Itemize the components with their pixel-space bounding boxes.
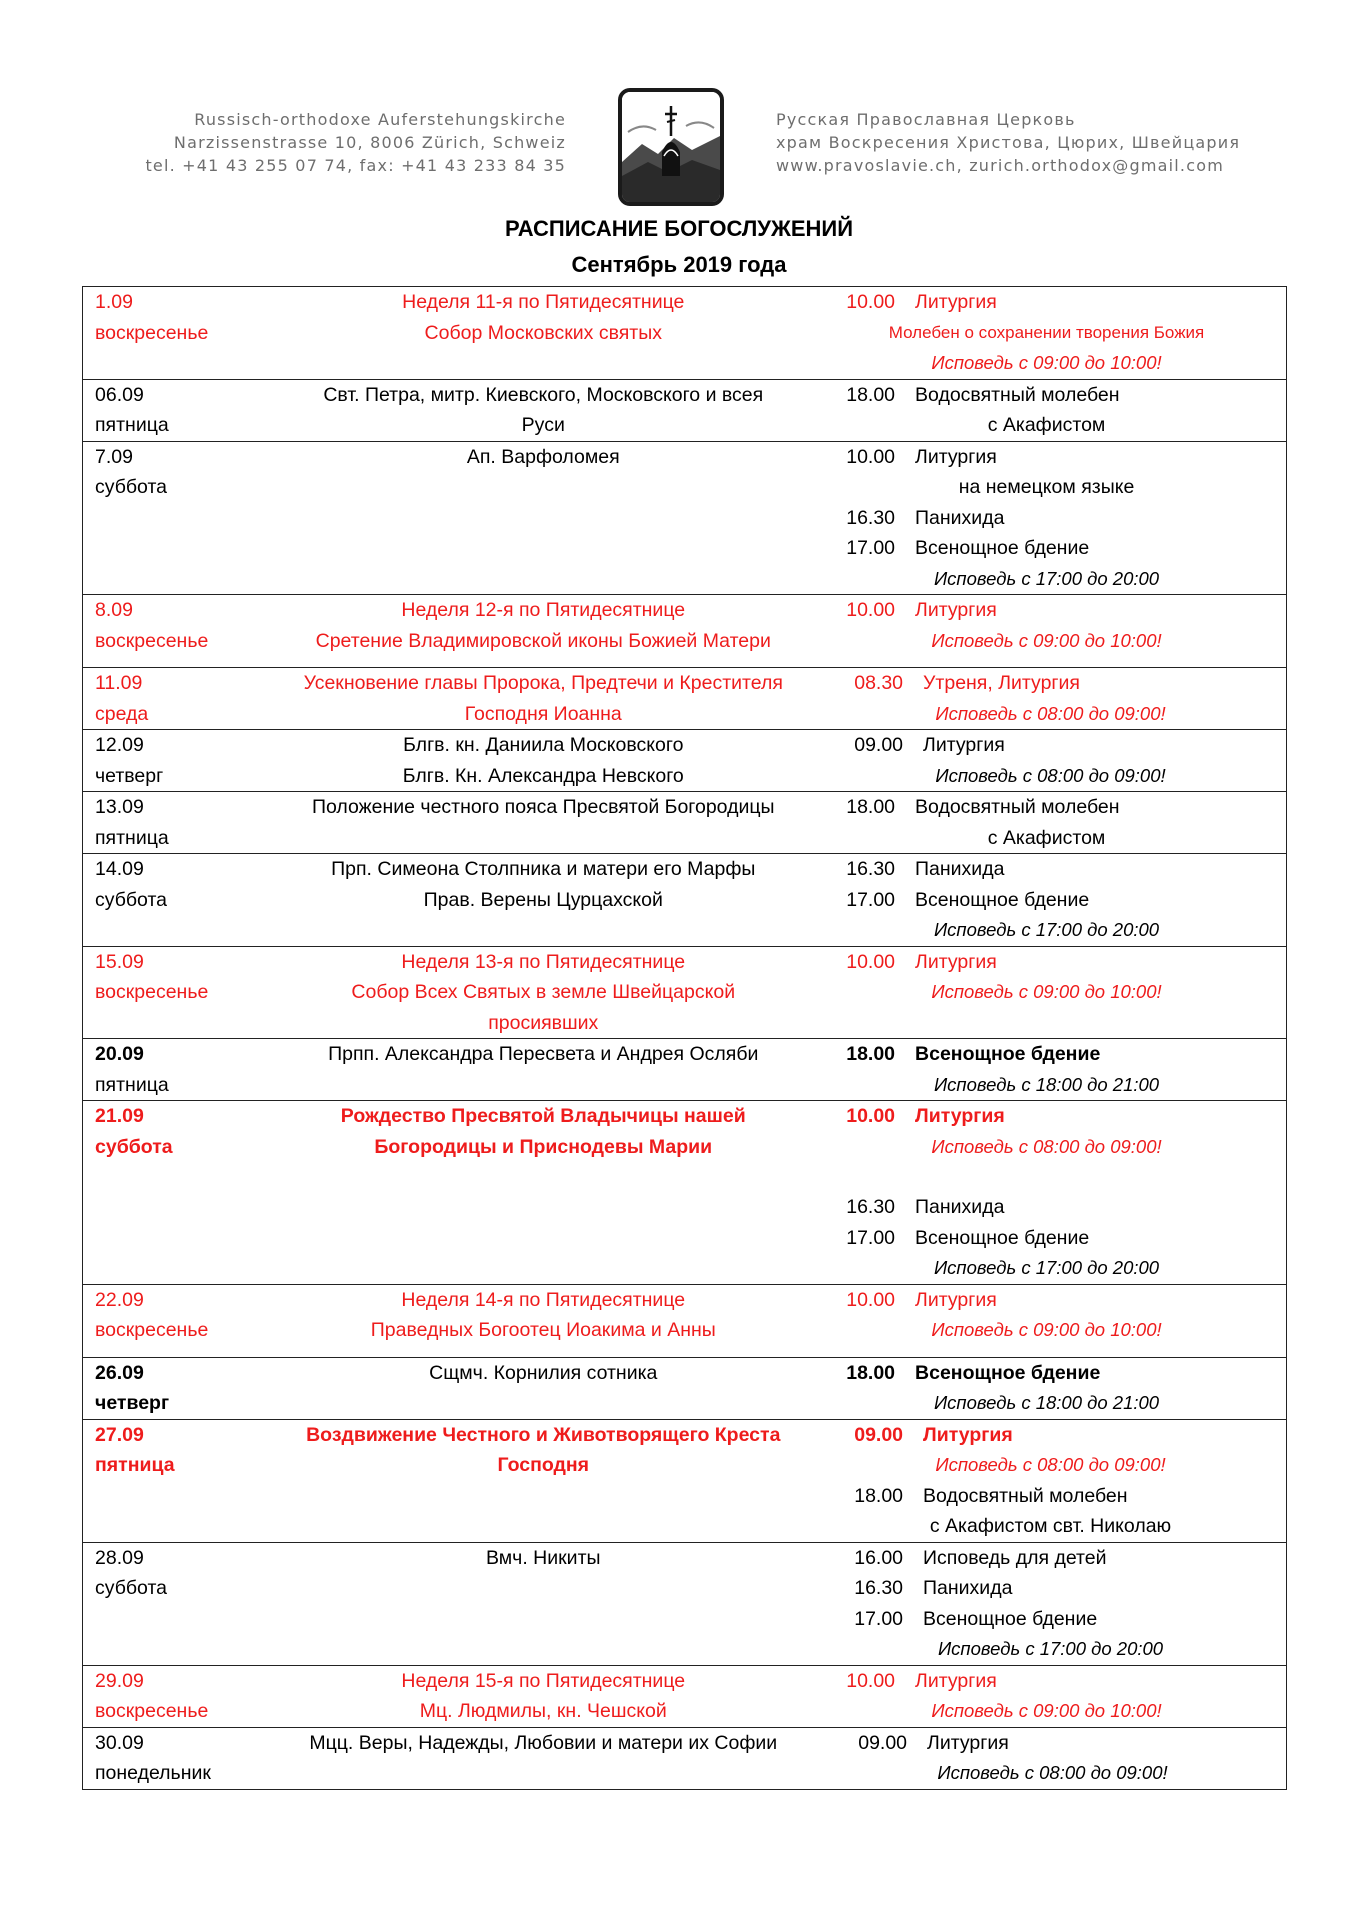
feast-line: Свт. Петра, митр. Киевского, Московского и всея (323, 383, 764, 406)
weekday: пятница (95, 826, 169, 849)
service-line (807, 595, 1286, 626)
service-time: 17.00 (846, 537, 896, 559)
service-continuation: с Акафистом (987, 414, 1106, 436)
confession-note: Исповедь с 17:00 до 20:00 (933, 1257, 1160, 1278)
weekday: воскресенье (95, 321, 209, 344)
service-time: 17.00 (846, 1226, 896, 1249)
service-time: 09.00 (858, 1731, 908, 1754)
date-cell (83, 287, 280, 380)
services-cell (807, 946, 1286, 1039)
service-line (807, 885, 1286, 916)
feast-line: Руси (521, 414, 565, 436)
church-name-ru: Русская Православная Церковь (776, 110, 1076, 129)
schedule-row (83, 1727, 1287, 1789)
services-cell (807, 1357, 1286, 1419)
weekday: пятница (95, 414, 169, 436)
date-cell (83, 1419, 280, 1542)
service-line (807, 1223, 1286, 1254)
services-block (807, 1666, 1286, 1727)
service-name: Литургия (923, 1423, 1013, 1446)
page-title: РАСПИСАНИЕ БОГОСЛУЖЕНИЙ (504, 216, 854, 241)
feast-cell (280, 379, 808, 441)
service-name: Литургия (915, 1669, 997, 1692)
feast-line: Господня Иоанна (464, 702, 622, 725)
service-name: Водосвятный молебен (915, 796, 1120, 818)
services-block (807, 1285, 1286, 1346)
confession-note: Исповедь с 18:00 до 21:00 (933, 1073, 1160, 1095)
services-block (807, 442, 1286, 595)
feast-cell (280, 1542, 808, 1665)
feast-line: Собор Московских святых (424, 321, 663, 344)
feast-line: Неделя 14-я по Пятидесятнице (401, 1288, 686, 1311)
service-time: 16.30 (846, 858, 896, 880)
services-cell (807, 730, 1286, 792)
feast-cell (280, 441, 808, 595)
feast-line: Прав. Верены Цурцахской (423, 888, 663, 911)
service-line (807, 533, 1286, 564)
date-cell (83, 792, 280, 854)
service-name: Водосвятный молебен (923, 1484, 1128, 1507)
service-name: Всенощное бдение (915, 1226, 1090, 1249)
services-block (807, 1728, 1286, 1789)
weekday: среда (95, 702, 149, 725)
date: 21.09 (95, 1105, 144, 1127)
service-line (815, 1604, 1286, 1635)
confession-note: Исповедь с 09:00 до 10:00! (931, 981, 1162, 1002)
confession-note: Исповедь с 08:00 до 09:00! (931, 1135, 1162, 1157)
feast-cell (280, 668, 808, 730)
service-time: 18.00 (854, 1484, 904, 1507)
service-name: Панихида (923, 1577, 1013, 1599)
service-time: 18.00 (846, 1043, 896, 1065)
service-line (807, 947, 1286, 978)
service-time: 17.00 (854, 1607, 904, 1630)
service-line (815, 1481, 1286, 1512)
schedule-row (83, 730, 1287, 792)
service-name: Всенощное бдение (915, 1361, 1101, 1384)
date: 12.09 (95, 734, 144, 756)
service-name: Литургия (923, 734, 1005, 756)
service-time: 10.00 (846, 1288, 896, 1311)
service-name: Исповедь для детей (923, 1546, 1107, 1569)
services-block (807, 1101, 1286, 1284)
weekday: пятница (95, 1454, 175, 1476)
service-name: Литургия (915, 291, 997, 313)
service-continuation: с Акафистом свт. Николаю (929, 1515, 1172, 1537)
service-line (807, 1358, 1286, 1389)
schedule-row (83, 1542, 1287, 1665)
service-line (807, 1285, 1286, 1316)
confession-note: Исповедь с 08:00 до 09:00! (935, 702, 1166, 724)
service-line (807, 380, 1286, 411)
date-cell (83, 730, 280, 792)
feast-line: Воздвижение Честного и Животворящего Креста (306, 1423, 781, 1446)
services-cell (807, 1542, 1286, 1665)
date: 15.09 (95, 950, 144, 973)
schedule-row (83, 441, 1287, 595)
service-line (807, 1039, 1286, 1070)
services-cell (807, 1284, 1286, 1357)
weekday: понедельник (95, 1762, 211, 1784)
feast-line: Богородицы и Приснодевы Марии (374, 1135, 713, 1158)
service-time: 16.30 (854, 1577, 904, 1599)
service-name: Литургия (915, 1105, 1005, 1127)
date-cell (83, 441, 280, 595)
weekday: суббота (95, 888, 168, 911)
confession-note: Исповедь с 17:00 до 20:00 (933, 919, 1160, 940)
service-name: Всенощное бдение (915, 1043, 1101, 1065)
services-cell (807, 1727, 1286, 1789)
service-time: 09.00 (854, 734, 904, 756)
services-block (807, 380, 1286, 441)
confession-note: Исповедь с 17:00 до 20:00 (933, 567, 1160, 589)
services-block (807, 947, 1286, 1008)
feast-line: Праведных Богоотец Иоакима и Анны (370, 1319, 716, 1341)
feast-cell (280, 1039, 808, 1101)
service-time: 09.00 (854, 1423, 904, 1446)
service-line (815, 668, 1286, 699)
date-cell (83, 946, 280, 1039)
services-block (807, 287, 1286, 379)
service-name: Всенощное бдение (923, 1607, 1098, 1630)
services-block (807, 730, 1286, 791)
feast-cell (280, 1101, 808, 1285)
date-cell (83, 1357, 280, 1419)
feast-cell (280, 1419, 808, 1542)
service-line (807, 1101, 1286, 1132)
date: 13.09 (95, 796, 144, 818)
service-name: Всенощное бдение (915, 888, 1090, 911)
feast-line: Господня (497, 1454, 590, 1476)
church-street-de: Narzissenstrasse 10, 8006 Zürich, Schweiz (173, 133, 566, 152)
feast-line: Неделя 12-я по Пятидесятнице (401, 599, 686, 621)
schedule-row (83, 1284, 1287, 1357)
confession-note: Исповедь с 08:00 до 09:00! (935, 1454, 1166, 1475)
feast-line: Блгв. кн. Даниила Московского (403, 734, 684, 756)
feast-line: Сщмч. Корнилия сотника (429, 1361, 658, 1384)
feast-line: Вмч. Никиты (485, 1546, 601, 1569)
church-logo (618, 88, 724, 206)
schedule-row (83, 1419, 1287, 1542)
service-time: 16.30 (846, 506, 896, 529)
services-cell (807, 1665, 1286, 1727)
feast-cell (280, 1727, 808, 1789)
service-time: 10.00 (846, 599, 896, 621)
feast-line: Неделя 11-я по Пятидесятнице (402, 291, 685, 313)
service-line (819, 1728, 1286, 1759)
services-block (807, 854, 1286, 946)
confession-note: Исповедь с 09:00 до 10:00! (931, 1319, 1162, 1340)
schedule-row (83, 287, 1287, 380)
services-block (807, 1039, 1286, 1100)
confession-note: Исповедь с 09:00 до 10:00! (931, 1700, 1162, 1721)
service-line (807, 792, 1286, 823)
feast-line: Неделя 13-я по Пятидесятнице (401, 950, 686, 973)
service-name: Литургия (915, 1288, 997, 1311)
date-cell (83, 1039, 280, 1101)
service-name: Литургия (915, 950, 997, 973)
feast-cell (280, 730, 808, 792)
service-line (815, 1420, 1286, 1451)
weekday: пятница (95, 1073, 169, 1096)
schedule-table (82, 286, 1287, 1790)
service-name: Панихида (915, 506, 1005, 529)
weekday: воскресенье (95, 1700, 209, 1722)
feast-cell (280, 287, 808, 380)
weekday: воскресенье (95, 629, 209, 652)
schedule-row (83, 1101, 1287, 1285)
services-cell (807, 379, 1286, 441)
date-cell (83, 1727, 280, 1789)
date: 7.09 (95, 445, 133, 468)
service-time: 10.00 (846, 291, 896, 313)
schedule-row (83, 1039, 1287, 1101)
confession-note: Исповедь с 09:00 до 10:00! (931, 629, 1162, 651)
date-cell (83, 1101, 280, 1285)
services-block (807, 1420, 1286, 1542)
feast-cell (280, 946, 808, 1039)
confession-note: Исповедь с 09:00 до 10:00! (931, 352, 1162, 373)
date-cell (83, 854, 280, 947)
service-name: Утреня, Литургия (923, 672, 1080, 694)
feast-line: Прп. Симеона Столпника и матери его Марфы (331, 858, 756, 880)
confession-note: Исповедь с 08:00 до 09:00! (937, 1762, 1168, 1783)
services-cell (807, 854, 1286, 947)
confession-note: Исповедь с 18:00 до 21:00 (933, 1392, 1160, 1413)
service-time: 18.00 (846, 796, 896, 818)
feast-cell (280, 1665, 808, 1727)
service-line (807, 287, 1286, 318)
feast-line: Усекновение главы Пророка, Предтечи и Крестителя (303, 672, 783, 694)
service-name: Литургия (915, 599, 997, 621)
service-name: Панихида (915, 1196, 1005, 1218)
feast-line: Сретение Владимировской иконы Божией Матери (315, 629, 771, 652)
services-cell (807, 668, 1286, 730)
services-cell (807, 1101, 1286, 1285)
service-time: 17.00 (846, 888, 896, 911)
church-address-ru (776, 108, 1246, 177)
feast-line: Мц. Людмилы, кн. Чешской (419, 1700, 667, 1722)
weekday: суббота (95, 1577, 168, 1599)
feast-line: Ап. Варфоломея (466, 445, 620, 468)
church-name-de: Russisch-orthodoxe Auferstehungskirche (194, 110, 566, 129)
services-block (807, 1543, 1286, 1665)
feast-cell (280, 854, 808, 947)
service-name: Водосвятный молебен (915, 383, 1120, 406)
weekday: воскресенье (95, 981, 209, 1003)
feast-cell (280, 595, 808, 668)
service-line (815, 730, 1286, 761)
feast-line: просиявших (488, 1011, 599, 1034)
service-time: 18.00 (846, 1361, 896, 1384)
feast-line: Прпп. Александра Пересвета и Андрея Осляби (328, 1043, 759, 1065)
services-block (807, 1358, 1286, 1419)
date: 30.09 (95, 1731, 144, 1754)
service-name: Панихида (915, 858, 1005, 880)
feast-line: Собор Всех Святых в земле Швейцарской (351, 981, 736, 1003)
date: 20.09 (95, 1043, 144, 1065)
date: 22.09 (95, 1288, 144, 1311)
date: 11.09 (95, 672, 143, 694)
confession-note: Исповедь с 08:00 до 09:00! (935, 764, 1166, 786)
feast-line: Неделя 15-я по Пятидесятнице (401, 1669, 686, 1692)
date-cell (83, 595, 280, 668)
service-note: Молебен о сохранении творения Божия (888, 322, 1205, 342)
service-time: 08.30 (854, 672, 904, 694)
weekday: суббота (95, 476, 168, 498)
date: 8.09 (95, 599, 133, 621)
feast-cell (280, 1284, 808, 1357)
service-time: 10.00 (846, 1669, 896, 1692)
service-continuation: на немецком языке (958, 476, 1135, 498)
schedule-row (83, 1665, 1287, 1727)
service-line (815, 1573, 1286, 1604)
service-name: Литургия (927, 1731, 1009, 1754)
feast-line: Блгв. Кн. Александра Невского (402, 764, 684, 787)
service-time: 10.00 (846, 445, 896, 468)
services-cell (807, 1039, 1286, 1101)
date: 1.09 (95, 291, 133, 313)
service-line (807, 1192, 1286, 1223)
services-cell (807, 595, 1286, 668)
service-line (807, 854, 1286, 885)
date-cell (83, 379, 280, 441)
service-continuation: с Акафистом (987, 826, 1106, 849)
weekday: четверг (95, 764, 164, 787)
feast-cell (280, 792, 808, 854)
feast-line: Положение честного пояса Пресвятой Богородицы (311, 796, 775, 818)
church-address-de (120, 108, 566, 177)
church-contact-ru: www.pravoslavie.ch, zurich.orthodox@gmail.com (776, 156, 1224, 175)
services-cell (807, 1419, 1286, 1542)
weekday: четверг (95, 1392, 170, 1414)
service-line (807, 503, 1286, 534)
date-cell (83, 1542, 280, 1665)
date-cell (83, 1284, 280, 1357)
date: 29.09 (95, 1669, 144, 1692)
service-line (807, 1666, 1286, 1697)
schedule-row (83, 595, 1287, 668)
date-cell (83, 668, 280, 730)
service-time: 18.00 (846, 383, 896, 406)
schedule-row (83, 668, 1287, 730)
service-line (815, 1543, 1286, 1574)
page-subtitle: Сентябрь 2019 года (571, 252, 787, 277)
date: 28.09 (95, 1546, 144, 1569)
weekday: воскресенье (95, 1319, 209, 1341)
service-time: 16.30 (846, 1196, 896, 1218)
church-temple-ru: храм Воскресения Христова, Цюрих, Швейцария (776, 133, 1241, 152)
church-phone-de: tel. +41 43 255 07 74, fax: +41 43 233 84 35 (145, 156, 566, 175)
schedule-row (83, 946, 1287, 1039)
service-time: 16.00 (854, 1546, 904, 1569)
service-name: Всенощное бдение (915, 537, 1090, 559)
date: 06.09 (95, 383, 144, 406)
services-block (807, 792, 1286, 853)
feast-line: Мцц. Веры, Надежды, Любовии и матери их Софии (309, 1731, 778, 1754)
feast-cell (280, 1357, 808, 1419)
schedule-row (83, 792, 1287, 854)
date: 26.09 (95, 1361, 144, 1384)
date-cell (83, 1665, 280, 1727)
services-block (807, 668, 1286, 729)
schedule-row (83, 1357, 1287, 1419)
schedule-row (83, 854, 1287, 947)
services-block (807, 595, 1286, 656)
feast-line: Рождество Пресвятой Владычицы нашей (340, 1105, 746, 1127)
date: 14.09 (95, 858, 144, 880)
service-time: 10.00 (846, 1105, 896, 1127)
schedule-row (83, 379, 1287, 441)
service-time: 10.00 (846, 950, 896, 973)
service-name: Литургия (915, 445, 997, 468)
service-line (807, 442, 1286, 473)
services-cell (807, 792, 1286, 854)
services-cell (807, 287, 1286, 380)
date: 27.09 (95, 1423, 144, 1446)
confession-note: Исповедь с 17:00 до 20:00 (937, 1638, 1164, 1659)
services-cell (807, 441, 1286, 595)
weekday: суббота (95, 1135, 173, 1158)
